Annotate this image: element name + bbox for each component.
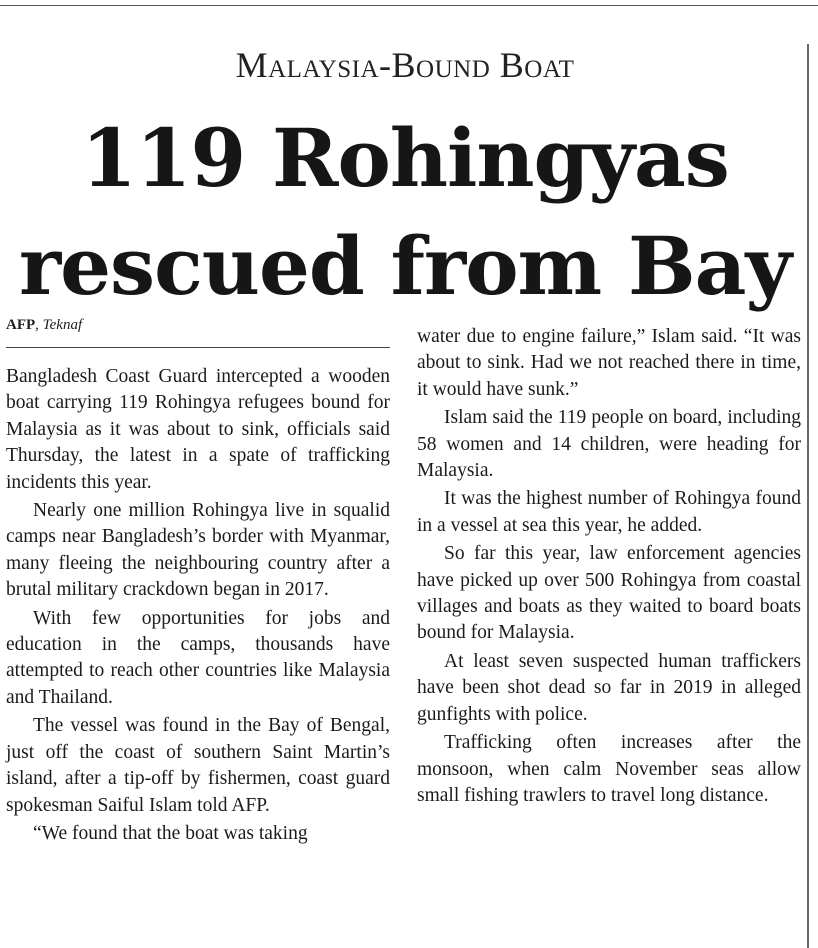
- paragraph: It was the highest number of Rohingya found in a vessel at sea this year, he added.: [417, 488, 801, 536]
- byline-agency: AFP: [6, 317, 36, 333]
- article-kicker: Malaysia-Bound Boat: [235, 45, 575, 85]
- article-headline: [0, 104, 810, 320]
- byline: [6, 317, 82, 334]
- paragraph: So far this year, law enforcement agencies have picked up over 500 Rohingya from coastal villages and boats as they waited to board boats bound for Malaysia.: [417, 543, 801, 644]
- headline-line-2: rescued from Bay: [18, 219, 791, 313]
- byline-separator: ,: [35, 317, 43, 333]
- headline-line-1: 119 Rohingyas: [81, 111, 729, 205]
- article-column-left: [6, 364, 390, 849]
- paragraph: At least seven suspected human traffickers have been shot dead so far in 2019 in alleged gunfights with police.: [417, 650, 801, 725]
- paragraph: Islam said the 119 people on board, including 58 women and 14 children, were heading for Malaysia.: [417, 407, 801, 482]
- paragraph: The vessel was found in the Bay of Bengal, just off the coast of southern Saint Martin’s island, after a tip-off by fishermen, coast guard spokesman Saiful Islam told AFP.: [6, 715, 390, 816]
- paragraph: water due to engine failure,” Islam said. “It was about to sink. Had we not reached there in time, it would have sunk.”: [417, 326, 801, 400]
- byline-rule: [6, 347, 390, 348]
- article-column-right: [417, 324, 801, 811]
- byline-place: Teknaf: [42, 317, 83, 333]
- page-top-rule: [0, 0, 818, 6]
- paragraph: Nearly one million Rohingya live in squalid camps near Bangladesh’s border with Myanmar, many fleeing the neighbouring country after a brutal military crackdown began in 2017.: [6, 500, 390, 601]
- paragraph: “We found that the boat was taking: [33, 822, 308, 844]
- paragraph: Trafficking often increases after the monsoon, when calm November seas allow small fishing trawlers to travel long distance.: [417, 732, 801, 806]
- paragraph: Bangladesh Coast Guard intercepted a wooden boat carrying 119 Rohingya refugees bound for Malaysia as it was about to sink, officials said Thursday, the latest in a spate of trafficking incidents this year.: [6, 366, 390, 493]
- paragraph: With few opportunities for jobs and education in the camps, thousands have attempted to reach other countries like Malaysia and Thailand.: [6, 607, 390, 708]
